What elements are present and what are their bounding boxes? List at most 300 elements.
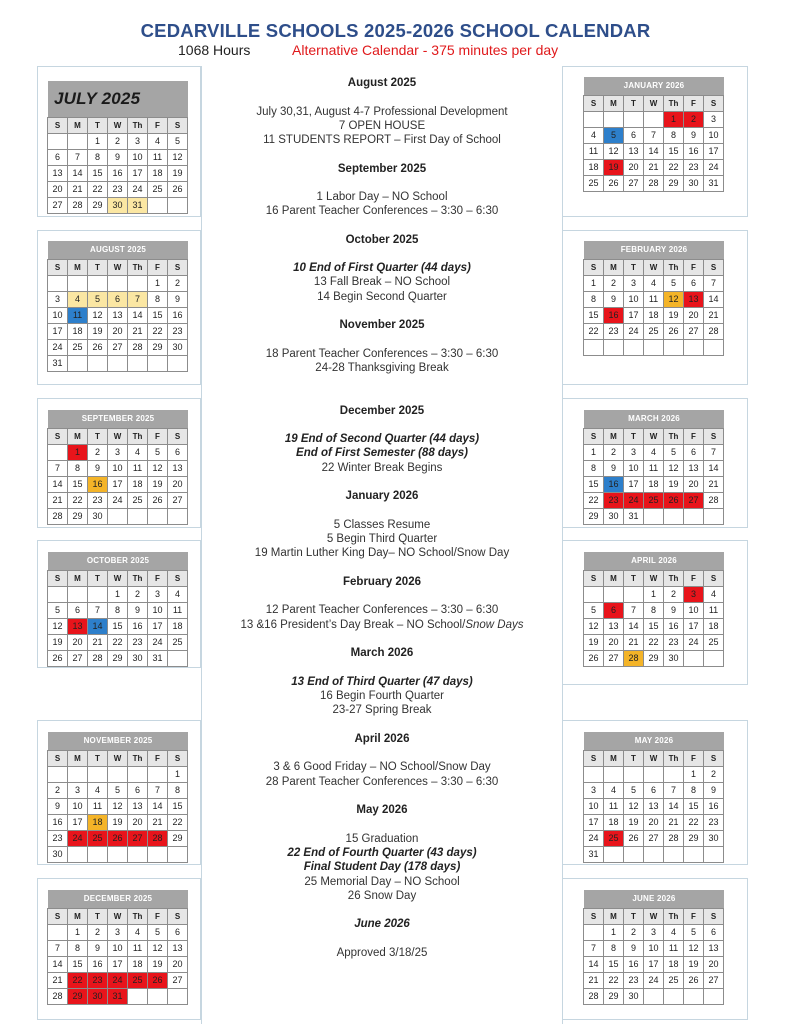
month-grid xyxy=(584,909,724,1005)
day-cell: 11 xyxy=(603,798,624,815)
day-cell: 4 xyxy=(583,127,604,144)
day-cell: 6 xyxy=(47,149,68,166)
month-grid xyxy=(48,260,188,372)
day-cell: 10 xyxy=(127,149,148,166)
calendar-september-2025 xyxy=(48,410,188,525)
weekday-header: F xyxy=(147,259,168,276)
day-cell: 6 xyxy=(643,782,664,799)
empty-day-cell xyxy=(703,508,724,525)
empty-day-cell xyxy=(87,275,108,292)
day-cell: 8 xyxy=(67,460,88,477)
schedule-line: 13 Fall Break – NO School xyxy=(313,276,451,288)
day-cell: 2 xyxy=(703,766,724,783)
day-cell: 10 xyxy=(683,602,704,619)
schedule-line: 10 End of First Quarter (44 days) xyxy=(293,262,471,274)
empty-day-cell xyxy=(107,275,128,292)
day-cell: 11 xyxy=(703,602,724,619)
weekday-header: W xyxy=(643,570,664,587)
day-cell: 12 xyxy=(603,143,624,160)
day-cell: 2 xyxy=(663,586,684,603)
weekday-header: M xyxy=(603,908,624,925)
day-cell: 6 xyxy=(167,924,188,941)
day-cell: 21 xyxy=(643,159,664,176)
month-title: FEBRUARY 2026 xyxy=(584,241,724,259)
day-cell: 9 xyxy=(603,460,624,477)
day-cell: 21 xyxy=(703,307,724,324)
weekday-header: T xyxy=(623,95,644,112)
day-cell: 12 xyxy=(663,291,684,308)
day-cell: 13 xyxy=(703,940,724,957)
empty-day-cell xyxy=(47,924,68,941)
day-cell: 21 xyxy=(583,972,604,989)
empty-day-cell xyxy=(167,846,188,863)
day-cell: 22 xyxy=(67,492,88,509)
day-cell: 13 xyxy=(167,460,188,477)
day-cell: 25 xyxy=(663,972,684,989)
month-title: NOVEMBER 2025 xyxy=(48,732,188,750)
day-cell: 31 xyxy=(47,355,68,372)
empty-day-cell xyxy=(47,275,68,292)
day-cell: 20 xyxy=(623,159,644,176)
day-cell: 7 xyxy=(663,782,684,799)
day-cell: 9 xyxy=(167,291,188,308)
day-cell: 28 xyxy=(47,988,68,1005)
day-cell: 9 xyxy=(87,460,108,477)
day-cell: 20 xyxy=(703,956,724,973)
empty-day-cell xyxy=(583,586,604,603)
day-cell: 25 xyxy=(127,492,148,509)
schedule-line: 24-28 Thanksgiving Break xyxy=(315,362,449,374)
empty-day-cell xyxy=(703,650,724,667)
day-cell: 30 xyxy=(47,846,68,863)
month-title: MAY 2026 xyxy=(584,732,724,750)
day-cell: 15 xyxy=(67,956,88,973)
empty-day-cell xyxy=(703,339,724,356)
schedule-line: 28 Parent Teacher Conferences – 3:30 – 6:30 xyxy=(265,776,499,788)
empty-day-cell xyxy=(663,846,684,863)
day-cell: 7 xyxy=(623,602,644,619)
weekday-header: F xyxy=(683,570,704,587)
day-cell: 21 xyxy=(127,323,148,340)
weekday-header: S xyxy=(167,570,188,587)
schedule-line: August 2025 xyxy=(347,77,417,89)
weekday-header: F xyxy=(683,428,704,445)
day-cell: 9 xyxy=(683,127,704,144)
month-grid xyxy=(48,751,188,863)
weekday-header: M xyxy=(67,117,88,134)
day-cell: 12 xyxy=(683,940,704,957)
empty-day-cell xyxy=(643,988,664,1005)
day-cell: 18 xyxy=(67,323,88,340)
day-cell: 30 xyxy=(87,508,108,525)
day-cell: 28 xyxy=(67,197,88,214)
weekday-header: T xyxy=(623,908,644,925)
weekday-header: Th xyxy=(663,750,684,767)
day-cell: 13 xyxy=(47,165,68,182)
day-cell: 29 xyxy=(167,830,188,847)
day-cell: 26 xyxy=(683,972,704,989)
schedule-line: June 2026 xyxy=(354,918,410,930)
empty-day-cell xyxy=(623,111,644,128)
day-cell: 23 xyxy=(623,972,644,989)
schedule-line: April 2026 xyxy=(354,733,410,745)
day-cell: 30 xyxy=(127,650,148,667)
schedule-line: January 2026 xyxy=(345,490,419,502)
day-cell: 26 xyxy=(603,175,624,192)
day-cell: 26 xyxy=(623,830,644,847)
day-cell: 16 xyxy=(167,307,188,324)
weekday-header: Th xyxy=(663,428,684,445)
schedule-line: 16 Begin Fourth Quarter xyxy=(319,690,444,702)
day-cell: 8 xyxy=(583,291,604,308)
weekday-header: S xyxy=(47,428,68,445)
day-cell: 8 xyxy=(583,460,604,477)
empty-day-cell xyxy=(583,339,604,356)
weekday-header: S xyxy=(47,750,68,767)
day-cell: 19 xyxy=(87,323,108,340)
day-cell: 29 xyxy=(67,508,88,525)
empty-day-cell xyxy=(167,650,188,667)
weekday-header: F xyxy=(683,750,704,767)
schedule-line xyxy=(202,619,562,631)
day-cell: 18 xyxy=(167,618,188,635)
day-cell: 26 xyxy=(87,339,108,356)
weekday-header: M xyxy=(67,428,88,445)
day-cell: 27 xyxy=(107,339,128,356)
day-cell: 10 xyxy=(643,940,664,957)
day-cell: 11 xyxy=(127,460,148,477)
schedule-line: Approved 3/18/25 xyxy=(336,947,428,959)
weekday-header: S xyxy=(47,570,68,587)
weekday-header: S xyxy=(167,259,188,276)
day-cell: 16 xyxy=(87,476,108,493)
day-cell: 11 xyxy=(167,602,188,619)
day-cell: 24 xyxy=(623,492,644,509)
day-cell: 21 xyxy=(87,634,108,651)
day-cell: 31 xyxy=(623,508,644,525)
day-cell: 4 xyxy=(147,133,168,150)
day-cell: 3 xyxy=(583,782,604,799)
day-cell: 28 xyxy=(147,830,168,847)
weekday-header: M xyxy=(603,428,624,445)
schedule-line: 22 Winter Break Begins xyxy=(321,462,443,474)
weekday-header: S xyxy=(47,117,68,134)
weekday-header: S xyxy=(167,428,188,445)
day-cell: 25 xyxy=(583,175,604,192)
day-cell: 27 xyxy=(167,972,188,989)
empty-day-cell xyxy=(683,650,704,667)
day-cell: 15 xyxy=(603,956,624,973)
schedule-line: September 2025 xyxy=(337,163,427,175)
day-cell: 7 xyxy=(643,127,664,144)
day-cell: 24 xyxy=(583,830,604,847)
page-title: CEDARVILLE SCHOOLS 2025-2026 SCHOOL CALENDAR xyxy=(140,20,651,41)
day-cell: 13 xyxy=(67,618,88,635)
day-cell: 1 xyxy=(67,924,88,941)
day-cell: 30 xyxy=(603,508,624,525)
day-cell: 11 xyxy=(67,307,88,324)
empty-day-cell xyxy=(683,988,704,1005)
weekday-header: M xyxy=(603,259,624,276)
day-cell: 23 xyxy=(683,159,704,176)
day-cell: 7 xyxy=(47,940,68,957)
day-cell: 27 xyxy=(683,323,704,340)
empty-day-cell xyxy=(147,355,168,372)
day-cell: 25 xyxy=(87,830,108,847)
empty-day-cell xyxy=(127,508,148,525)
day-cell: 6 xyxy=(703,924,724,941)
day-cell: 19 xyxy=(47,634,68,651)
day-cell: 31 xyxy=(127,197,148,214)
day-cell: 10 xyxy=(47,307,68,324)
day-cell: 6 xyxy=(107,291,128,308)
day-cell: 16 xyxy=(603,476,624,493)
day-cell: 13 xyxy=(127,798,148,815)
month-title: MARCH 2026 xyxy=(584,410,724,428)
month-grid xyxy=(584,96,724,192)
day-cell: 29 xyxy=(643,650,664,667)
day-cell: 5 xyxy=(583,602,604,619)
empty-day-cell xyxy=(127,846,148,863)
month-title: DECEMBER 2025 xyxy=(48,890,188,908)
empty-day-cell xyxy=(87,586,108,603)
weekday-header: Th xyxy=(127,570,148,587)
day-cell: 23 xyxy=(167,323,188,340)
day-cell: 3 xyxy=(107,444,128,461)
empty-day-cell xyxy=(87,766,108,783)
day-cell: 3 xyxy=(623,444,644,461)
day-cell: 4 xyxy=(67,291,88,308)
weekday-header: T xyxy=(87,570,108,587)
day-cell: 23 xyxy=(47,830,68,847)
day-cell: 1 xyxy=(583,275,604,292)
empty-day-cell xyxy=(643,111,664,128)
day-cell: 17 xyxy=(147,618,168,635)
total-hours: 1068 Hours xyxy=(178,42,251,58)
weekday-header: M xyxy=(67,750,88,767)
day-cell: 10 xyxy=(147,602,168,619)
empty-day-cell xyxy=(643,846,664,863)
weekday-header: S xyxy=(167,908,188,925)
day-cell: 19 xyxy=(663,307,684,324)
day-cell: 19 xyxy=(107,814,128,831)
day-cell: 4 xyxy=(663,924,684,941)
day-cell: 18 xyxy=(147,165,168,182)
schedule-line: 19 End of Second Quarter (44 days) xyxy=(284,433,480,445)
day-cell: 20 xyxy=(107,323,128,340)
schedule-line: 16 Parent Teacher Conferences – 3:30 – 6:30 xyxy=(265,205,499,217)
day-cell: 29 xyxy=(663,175,684,192)
empty-day-cell xyxy=(623,339,644,356)
empty-day-cell xyxy=(67,766,88,783)
day-cell: 6 xyxy=(167,444,188,461)
day-cell: 29 xyxy=(87,197,108,214)
day-cell: 15 xyxy=(643,618,664,635)
day-cell: 9 xyxy=(87,940,108,957)
weekday-header: F xyxy=(683,908,704,925)
weekday-header: F xyxy=(147,570,168,587)
day-cell: 21 xyxy=(623,634,644,651)
day-cell: 15 xyxy=(583,307,604,324)
weekday-header: T xyxy=(623,750,644,767)
day-cell: 26 xyxy=(167,181,188,198)
calendar-october-2025 xyxy=(48,552,188,667)
empty-day-cell xyxy=(67,846,88,863)
day-cell: 24 xyxy=(643,972,664,989)
day-cell: 16 xyxy=(107,165,128,182)
day-cell: 28 xyxy=(623,650,644,667)
month-grid xyxy=(584,429,724,525)
schedule-line: October 2025 xyxy=(345,234,419,246)
day-cell: 25 xyxy=(703,634,724,651)
day-cell: 2 xyxy=(47,782,68,799)
month-grid xyxy=(584,260,724,356)
empty-day-cell xyxy=(107,355,128,372)
day-cell: 29 xyxy=(147,339,168,356)
schedule-line: End of First Semester (88 days) xyxy=(296,447,468,459)
day-cell: 15 xyxy=(167,798,188,815)
day-cell: 21 xyxy=(147,814,168,831)
day-cell: 24 xyxy=(147,634,168,651)
day-cell: 11 xyxy=(87,798,108,815)
day-cell: 24 xyxy=(67,830,88,847)
day-cell: 22 xyxy=(167,814,188,831)
day-cell: 1 xyxy=(67,444,88,461)
day-cell: 18 xyxy=(127,476,148,493)
empty-day-cell xyxy=(147,766,168,783)
day-cell: 5 xyxy=(683,924,704,941)
day-cell: 6 xyxy=(623,127,644,144)
day-cell: 22 xyxy=(87,181,108,198)
schedule-line: July 30,31, August 4-7 Professional Development xyxy=(256,106,508,118)
weekday-header: Th xyxy=(127,908,148,925)
day-cell: 4 xyxy=(87,782,108,799)
day-cell: 29 xyxy=(67,988,88,1005)
day-cell: 19 xyxy=(147,956,168,973)
empty-day-cell xyxy=(683,508,704,525)
schedule-line: 3 & 6 Good Friday – NO School/Snow Day xyxy=(273,761,491,773)
day-cell: 13 xyxy=(643,798,664,815)
empty-day-cell xyxy=(643,766,664,783)
day-cell: 22 xyxy=(147,323,168,340)
day-cell: 19 xyxy=(583,634,604,651)
weekday-header: M xyxy=(67,570,88,587)
weekday-header: S xyxy=(703,908,724,925)
schedule-line: 23-27 Spring Break xyxy=(332,704,432,716)
calendar-may-2026 xyxy=(584,732,724,863)
weekday-header: Th xyxy=(127,259,148,276)
day-cell: 3 xyxy=(127,133,148,150)
day-cell: 1 xyxy=(87,133,108,150)
schedule-line: 11 STUDENTS REPORT – First Day of School xyxy=(263,134,501,146)
day-cell: 5 xyxy=(167,133,188,150)
schedule-line: 12 Parent Teacher Conferences – 3:30 – 6:30 xyxy=(265,604,499,616)
day-cell: 16 xyxy=(47,814,68,831)
day-cell: 3 xyxy=(683,586,704,603)
day-cell: 9 xyxy=(107,149,128,166)
day-cell: 2 xyxy=(127,586,148,603)
schedule-line: 5 Classes Resume xyxy=(333,519,431,531)
day-cell: 23 xyxy=(87,972,108,989)
empty-day-cell xyxy=(663,988,684,1005)
weekday-header: S xyxy=(703,259,724,276)
day-cell: 9 xyxy=(623,940,644,957)
day-cell: 17 xyxy=(47,323,68,340)
weekday-header: T xyxy=(623,259,644,276)
weekday-header: Th xyxy=(127,428,148,445)
empty-day-cell xyxy=(703,846,724,863)
calendar-february-2026 xyxy=(584,241,724,356)
empty-day-cell xyxy=(167,508,188,525)
schedule-line: 1 Labor Day – NO School xyxy=(316,191,448,203)
day-cell: 15 xyxy=(147,307,168,324)
day-cell: 19 xyxy=(603,159,624,176)
day-cell: 10 xyxy=(107,460,128,477)
day-cell: 25 xyxy=(643,492,664,509)
day-cell: 26 xyxy=(147,492,168,509)
day-cell: 3 xyxy=(623,275,644,292)
empty-day-cell xyxy=(107,766,128,783)
day-cell: 18 xyxy=(643,307,664,324)
day-cell: 30 xyxy=(167,339,188,356)
day-cell: 22 xyxy=(583,492,604,509)
day-cell: 16 xyxy=(623,956,644,973)
month-title: AUGUST 2025 xyxy=(48,241,188,259)
day-cell: 27 xyxy=(683,492,704,509)
schedule-line-italic: Snow Days xyxy=(465,619,524,631)
day-cell: 6 xyxy=(127,782,148,799)
day-cell: 27 xyxy=(127,830,148,847)
day-cell: 5 xyxy=(147,924,168,941)
weekday-header: F xyxy=(683,95,704,112)
calendar-july-2025 xyxy=(48,81,188,214)
schedule-line: 14 Begin Second Quarter xyxy=(317,291,447,303)
day-cell: 21 xyxy=(663,814,684,831)
day-cell: 4 xyxy=(703,586,724,603)
weekday-header: T xyxy=(87,908,108,925)
day-cell: 6 xyxy=(683,275,704,292)
day-cell: 9 xyxy=(603,291,624,308)
day-cell: 20 xyxy=(683,307,704,324)
empty-day-cell xyxy=(127,275,148,292)
day-cell: 3 xyxy=(147,586,168,603)
day-cell: 6 xyxy=(683,444,704,461)
day-cell: 29 xyxy=(603,988,624,1005)
day-cell: 6 xyxy=(603,602,624,619)
month-grid xyxy=(48,909,188,1005)
weekday-header: F xyxy=(147,428,168,445)
day-cell: 27 xyxy=(67,650,88,667)
day-cell: 16 xyxy=(603,307,624,324)
day-cell: 1 xyxy=(167,766,188,783)
day-cell: 16 xyxy=(87,956,108,973)
day-cell: 26 xyxy=(47,650,68,667)
empty-day-cell xyxy=(603,586,624,603)
weekday-header: M xyxy=(603,570,624,587)
weekday-header: W xyxy=(107,750,128,767)
day-cell: 17 xyxy=(107,476,128,493)
weekday-header: S xyxy=(583,908,604,925)
empty-day-cell xyxy=(643,508,664,525)
day-cell: 5 xyxy=(663,275,684,292)
day-cell: 22 xyxy=(603,972,624,989)
month-title: JULY 2025 xyxy=(48,81,188,117)
day-cell: 2 xyxy=(87,924,108,941)
weekday-header: T xyxy=(87,259,108,276)
day-cell: 27 xyxy=(603,650,624,667)
day-cell: 24 xyxy=(107,492,128,509)
weekday-header: F xyxy=(147,908,168,925)
